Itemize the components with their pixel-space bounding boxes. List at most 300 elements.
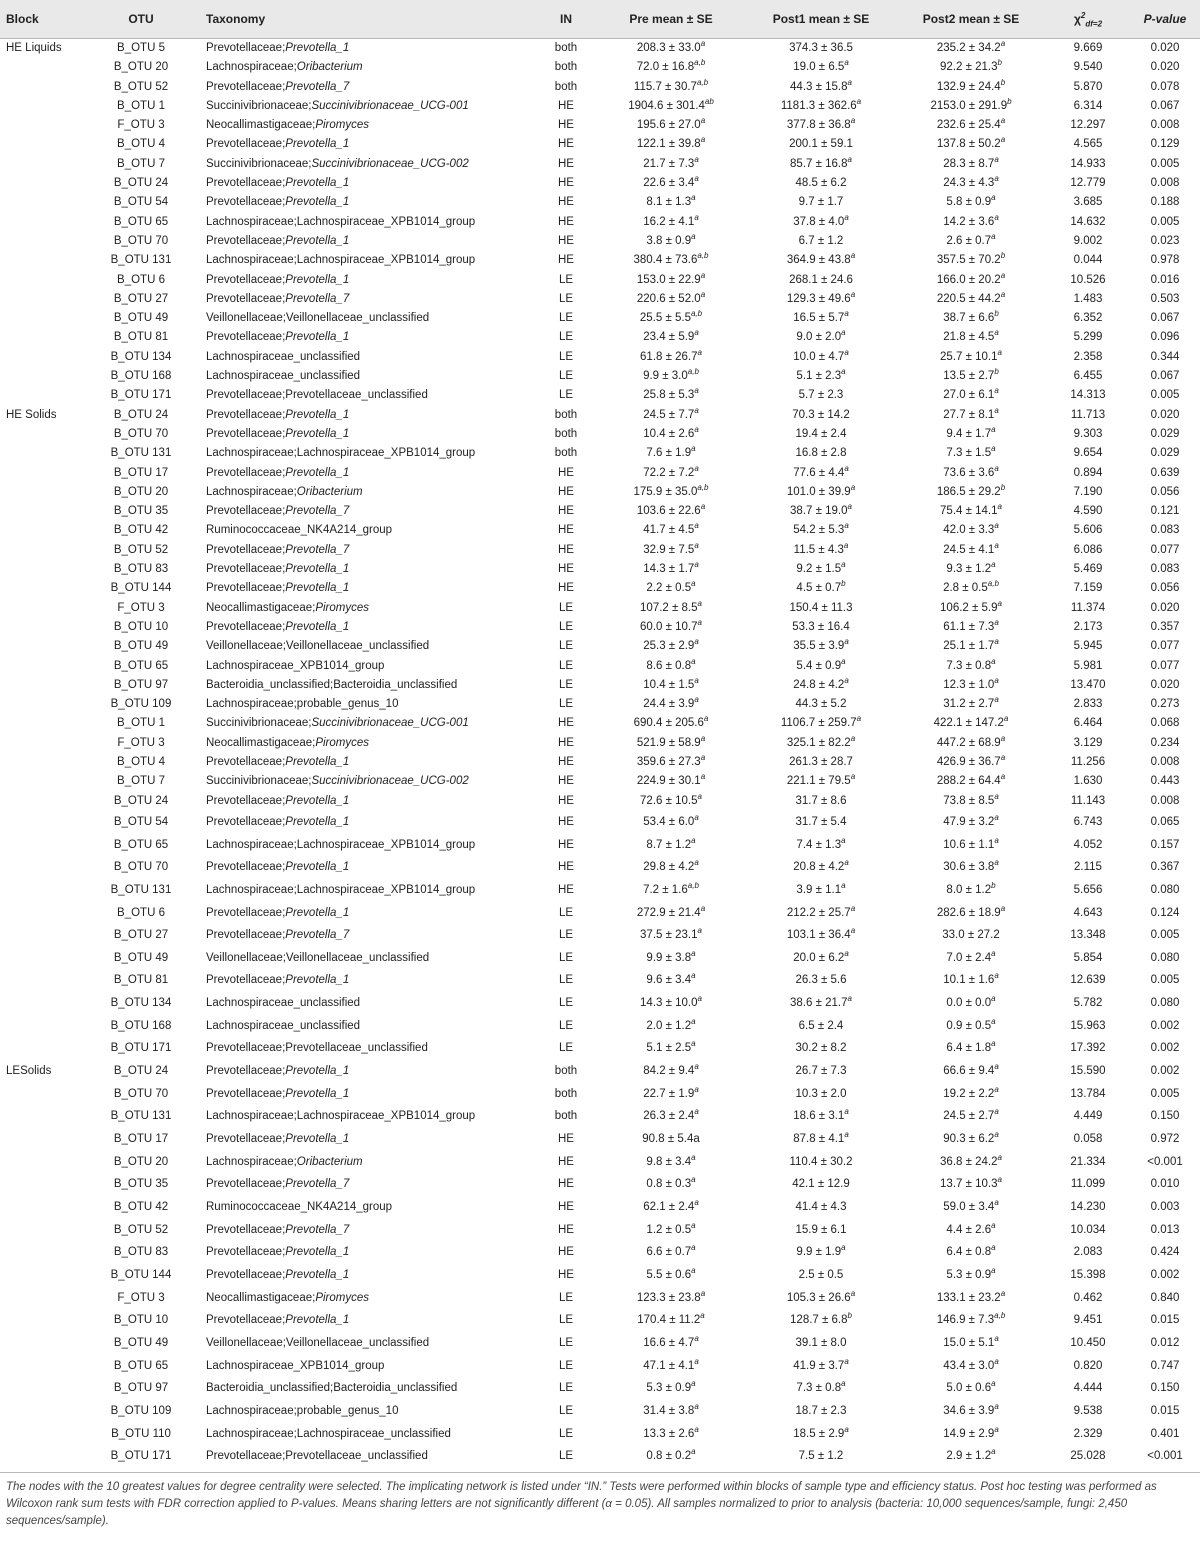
cell-in: LE	[558, 350, 574, 363]
cell-p-value: 0.188	[1150, 196, 1180, 209]
taxonomy-family: Prevotellaceae;	[206, 408, 286, 421]
cell-block	[0, 367, 86, 386]
significance-letter: a	[697, 994, 702, 1004]
taxonomy-genus: Prevotella_1	[285, 234, 350, 247]
cell-chi-square: 9.540	[1073, 61, 1103, 74]
taxonomy-family: Prevotellaceae;	[206, 929, 286, 942]
significance-letter: a	[691, 948, 696, 958]
cell-pre-mean: 0.8 ± 0.3$^a$	[646, 1175, 696, 1191]
taxonomy-family: Prevotellaceae;	[206, 794, 286, 807]
significance-letter: a	[694, 405, 699, 415]
cell-post1-mean: 5.7 ± 2.3	[798, 389, 844, 402]
cell-in: LE	[558, 1336, 574, 1349]
cell-post2-mean: 21.8 ± 4.5$^a$	[943, 328, 999, 344]
taxonomy-genus: Lachnospiraceae_unclassified	[296, 1427, 451, 1440]
cell-p-value: 0.067	[1150, 312, 1180, 325]
cell-pre-mean: 16.2 ± 4.1$^a$	[643, 212, 699, 228]
cell-in: LE	[558, 1314, 574, 1327]
cell-pre-mean: $25.5 \pm 5.5^{a,b}$	[639, 309, 703, 325]
taxonomy-family: Prevotellaceae;	[206, 1246, 286, 1259]
significance-letter: a	[700, 502, 706, 512]
cell-pre-mean: 14.3 ± 1.7$^a$	[643, 560, 699, 576]
cell-post1-mean: 18.6 ± 3.1$^a$	[793, 1107, 849, 1123]
chi-symbol: χ	[1073, 12, 1081, 26]
cell-post1-mean: 1106.7 ± 259.7$^a$	[780, 714, 862, 730]
cell-block	[0, 753, 86, 772]
cell-post1-mean: 85.7 ± 16.8$^a$	[790, 154, 852, 170]
cell-otu: B_OTU 20	[113, 61, 169, 74]
cell-post2-mean: 422.1 ± 147.2$^a$	[933, 714, 1009, 730]
cell-pre-mean: $72.0 \pm 16.8^{a,b}$	[636, 58, 706, 74]
cell-taxonomy	[196, 521, 536, 540]
cell-taxonomy	[196, 1355, 536, 1378]
cell-chi-square: 2.358	[1073, 350, 1103, 363]
cell-in: HE	[558, 1223, 574, 1236]
cell-pre-mean: 9.9 ± 3.8$^a$	[646, 948, 696, 964]
taxonomy-family: Prevotellaceae;	[206, 80, 286, 93]
taxonomy-genus: Veillonellaceae_unclassified	[285, 312, 430, 325]
taxonomy-genus: Succinivibrionaceae_UCG-002	[311, 775, 469, 788]
header-chi-square	[1046, 0, 1130, 39]
taxonomy-genus: Lachnospiraceae_unclassified	[206, 997, 361, 1010]
table-row	[0, 367, 1200, 386]
table-row	[0, 348, 1200, 367]
cell-taxonomy	[196, 271, 536, 290]
cell-post2-mean: 66.6 ± 9.4$^a$	[943, 1062, 999, 1078]
cell-block	[0, 618, 86, 637]
table-row	[0, 811, 1200, 834]
cell-pre-mean: 1904.6 ± 301.4$^{ab}$	[628, 97, 714, 112]
significance-letter: a	[1000, 1288, 1006, 1298]
significance-letter: a	[997, 347, 1002, 357]
cell-chi-square: 5.299	[1073, 331, 1103, 344]
significance-letter: a	[997, 1175, 1002, 1185]
cell-post2-mean: 232.6 ± 25.4$^a$	[936, 116, 1006, 132]
cell-otu: B_OTU 20	[113, 485, 169, 498]
cell-taxonomy	[196, 811, 536, 834]
taxonomy-genus: Bacteroidia_unclassified	[333, 1382, 458, 1395]
taxonomy-genus: Ruminococcaceae_NK4A214_group	[206, 1201, 393, 1214]
significance-letter: a	[850, 290, 856, 300]
cell-chi-square: 1.483	[1073, 292, 1103, 305]
table-row	[0, 772, 1200, 791]
cell-otu: F_OTU 3	[117, 601, 165, 614]
significance-letter: a	[694, 1107, 699, 1117]
significance-letter: a	[991, 1243, 996, 1253]
cell-post1-mean: 10.3 ± 2.0	[795, 1087, 847, 1100]
cell-otu: B_OTU 65	[113, 659, 169, 672]
cell-post2-mean: 92.2 ± 21.3$^b$	[940, 58, 1002, 74]
taxonomy-family: Succinivibrionaceae;	[206, 717, 312, 730]
taxonomy-family: Succinivibrionaceae;	[206, 157, 312, 170]
cell-p-value: 0.367	[1150, 861, 1180, 874]
significance-letter: b	[1000, 483, 1006, 492]
cell-post1-mean: 77.6 ± 4.4$^a$	[793, 463, 849, 479]
taxonomy-family: Prevotellaceae;	[206, 427, 286, 440]
significance-letter: a	[997, 502, 1002, 512]
table-row	[0, 1445, 1200, 1468]
header-taxonomy: Taxonomy	[196, 0, 536, 39]
cell-taxonomy	[196, 1105, 536, 1128]
cell-block	[0, 734, 86, 753]
cell-taxonomy	[196, 879, 536, 902]
cell-block	[0, 521, 86, 540]
significance-letter: a	[844, 521, 849, 531]
cell-taxonomy	[196, 155, 536, 174]
cell-pre-mean: 690.4 ± 205.6$^a$	[633, 714, 709, 730]
significance-letter: a	[991, 948, 996, 958]
cell-taxonomy	[196, 902, 536, 925]
taxonomy-genus: Oribacterium	[296, 485, 363, 498]
cell-post2-mean: 282.6 ± 18.9$^a$	[936, 903, 1006, 919]
taxonomy-family: Prevotellaceae;	[206, 582, 286, 595]
significance-letter: a	[994, 174, 999, 184]
cell-block	[0, 1264, 86, 1287]
cell-chi-square: 5.606	[1073, 524, 1103, 537]
cell-in: HE	[558, 99, 574, 112]
significance-letter: a	[856, 97, 862, 107]
cell-block	[0, 714, 86, 733]
significance-letter: a	[1000, 733, 1006, 743]
cell-block	[0, 328, 86, 347]
significance-letter: a	[844, 309, 849, 319]
cell-block	[0, 1105, 86, 1128]
significance-letter: b	[991, 881, 996, 891]
cell-block	[0, 271, 86, 290]
cell-p-value: <0.001	[1147, 1450, 1183, 1463]
cell-in: HE	[558, 717, 574, 730]
taxonomy-genus: Lachnospiraceae_XPB1014_group	[206, 659, 385, 672]
cell-in: HE	[558, 1155, 574, 1168]
table-footnote: The nodes with the 10 greatest values for degree centrality were selected. The implicating network is listed under “IN.” Tests were performed within blocks of sample type and efficiency status. Post hoc testing was performed as Wilcoxon rank sum tests with FDR correction applied to P-values. Means sharing letters are not significantly different (α = 0.05). All samples normalized to prior to analysis (bacteria: 10,000 sequences/sample, fungi: 2,450 sequences/sample).	[6, 1480, 1157, 1527]
significance-letter: a	[991, 1220, 996, 1230]
cell-taxonomy	[196, 734, 536, 753]
taxonomy-genus: Oribacterium	[296, 61, 363, 74]
cell-post1-mean: 212.2 ± 25.7$^a$	[786, 903, 856, 919]
table-row	[0, 444, 1200, 463]
cell-post1-mean: 7.5 ± 1.2	[798, 1450, 844, 1463]
cell-block	[0, 1332, 86, 1355]
significance-letter: a	[694, 1062, 699, 1072]
cell-block	[0, 1083, 86, 1106]
cell-block	[0, 695, 86, 714]
significance-letter: a	[841, 835, 846, 845]
table-row	[0, 618, 1200, 637]
table-row	[0, 1151, 1200, 1174]
cell-post2-mean: 137.8 ± 50.2$^a$	[936, 135, 1006, 151]
cell-post1-mean: 44.3 ± 15.8$^a$	[790, 77, 852, 93]
table-row	[0, 309, 1200, 328]
taxonomy-family: Bacteroidia_unclassified;	[206, 1382, 334, 1395]
cell-block	[0, 1355, 86, 1378]
significance-letter: a	[994, 1107, 999, 1117]
cell-p-value: 0.012	[1150, 1336, 1180, 1349]
cell-in: HE	[558, 466, 574, 479]
taxonomy-genus: Prevotella_1	[285, 974, 350, 987]
cell-pre-mean: 72.2 ± 7.2$^a$	[643, 463, 699, 479]
cell-in: LE	[558, 389, 574, 402]
cell-p-value: 0.005	[1150, 929, 1180, 942]
significance-letter: a	[1000, 270, 1006, 280]
cell-p-value: 0.150	[1150, 1110, 1180, 1123]
taxonomy-family: Neocallimastigaceae;	[206, 736, 316, 749]
cell-post2-mean: 5.0 ± 0.6$^a$	[946, 1379, 996, 1395]
significance-letter: a	[1000, 772, 1006, 782]
cell-post2-mean: $2.8 \pm 0.5^{a,b}$	[943, 579, 999, 595]
significance-letter: b	[997, 58, 1002, 68]
cell-taxonomy	[196, 1400, 536, 1423]
cell-in: LE	[558, 929, 574, 942]
significance-letter: a,b	[687, 881, 699, 891]
cell-otu: B_OTU 83	[113, 563, 169, 576]
cell-block	[0, 1196, 86, 1219]
significance-letter: a,b	[987, 579, 999, 589]
cell-post1-mean: 37.8 ± 4.0$^a$	[793, 212, 849, 228]
cell-otu: B_OTU 10	[113, 1314, 169, 1327]
cell-in: LE	[558, 1291, 574, 1304]
table-body	[0, 39, 1200, 1468]
cell-post2-mean: 0.9 ± 0.5$^a$	[946, 1016, 996, 1032]
header-otu: OTU	[86, 0, 196, 39]
cell-taxonomy	[196, 174, 536, 193]
cell-post1-mean: 9.9 ± 1.9$^a$	[796, 1243, 846, 1259]
significance-letter: a	[850, 1288, 856, 1298]
cell-chi-square: 11.374	[1070, 601, 1106, 614]
cell-post2-mean: 220.5 ± 44.2$^a$	[936, 290, 1006, 305]
cell-post1-mean: 39.1 ± 8.0	[795, 1336, 847, 1349]
taxonomy-family: Lachnospiraceae;	[206, 254, 297, 267]
cell-taxonomy	[196, 1377, 536, 1400]
cell-p-value: 0.056	[1150, 582, 1180, 595]
cell-otu: B_OTU 42	[113, 1201, 169, 1214]
significance-letter: a	[994, 858, 999, 868]
cell-post1-mean: 16.5 ± 5.7$^a$	[793, 309, 849, 325]
cell-chi-square: 15.398	[1070, 1269, 1106, 1281]
taxonomy-family: Lachnospiraceae;	[206, 447, 297, 460]
significance-letter: a	[700, 1311, 705, 1321]
cell-chi-square: 4.590	[1073, 505, 1103, 518]
cell-block	[0, 879, 86, 902]
table-row	[0, 734, 1200, 753]
significance-letter: a	[694, 463, 699, 473]
significance-letter: a	[850, 483, 856, 492]
cell-post1-mean: 44.3 ± 5.2	[795, 698, 847, 711]
cell-otu: B_OTU 6	[117, 906, 165, 919]
cell-in: LE	[558, 1382, 574, 1395]
table-row	[0, 1128, 1200, 1151]
cell-taxonomy	[196, 714, 536, 733]
cell-taxonomy	[196, 657, 536, 676]
significance-letter: a	[691, 1039, 696, 1049]
table-row	[0, 947, 1200, 970]
cell-p-value: 0.020	[1150, 408, 1180, 421]
header-post1-mean: Post1 mean ± SE	[746, 0, 896, 39]
cell-block	[0, 251, 86, 270]
cell-block	[0, 792, 86, 811]
cell-block	[0, 811, 86, 834]
cell-block	[0, 637, 86, 656]
cell-post2-mean: 9.4 ± 1.7$^a$	[946, 425, 996, 440]
cell-otu: B_OTU 81	[113, 331, 169, 344]
cell-post2-mean: 4.4 ± 2.6$^a$	[946, 1220, 996, 1236]
cell-otu: B_OTU 65	[113, 838, 169, 851]
cell-post1-mean: 6.5 ± 2.4	[798, 1019, 844, 1032]
cell-taxonomy	[196, 97, 536, 116]
taxonomy-genus: Prevotella_1	[285, 906, 350, 919]
cell-pre-mean: 153.0 ± 22.9$^a$	[636, 270, 706, 286]
cell-taxonomy	[196, 695, 536, 714]
cell-otu: B_OTU 131	[110, 254, 172, 267]
cell-in: LE	[558, 951, 574, 964]
cell-post2-mean: 15.0 ± 5.1$^a$	[943, 1334, 999, 1349]
cell-taxonomy	[196, 969, 536, 992]
table-row	[0, 1083, 1200, 1106]
table-row	[0, 78, 1200, 97]
significance-letter: a	[694, 813, 699, 823]
cell-block	[0, 348, 86, 367]
cell-taxonomy	[196, 309, 536, 328]
significance-letter: a	[697, 791, 702, 801]
cell-post2-mean: 6.4 ± 0.8$^a$	[946, 1243, 996, 1259]
taxonomy-genus: Prevotella_1	[285, 815, 350, 828]
cell-block	[0, 483, 86, 502]
significance-letter: ab	[704, 97, 714, 107]
header-pre-mean: Pre mean ± SE	[596, 0, 746, 39]
cell-in: both	[554, 61, 578, 74]
significance-letter: a	[991, 1016, 996, 1026]
taxonomy-family: Lachnospiraceae;	[206, 215, 297, 228]
cell-post1-mean: 1181.3 ± 362.6$^a$	[780, 97, 862, 112]
table-row	[0, 676, 1200, 695]
taxonomy-family: Prevotellaceae;	[206, 505, 286, 518]
significance-letter: a	[691, 193, 696, 203]
cell-post1-mean: 38.6 ± 21.7$^a$	[790, 994, 852, 1010]
cell-post2-mean: 132.9 ± 24.4$^b$	[936, 77, 1006, 93]
cell-chi-square: 13.784	[1070, 1087, 1106, 1100]
cell-in: HE	[558, 196, 574, 209]
taxonomy-family: Prevotellaceae;	[206, 620, 286, 633]
cell-in: both	[554, 1087, 578, 1100]
cell-block	[0, 1219, 86, 1242]
cell-in: HE	[558, 215, 574, 228]
significance-letter: a	[841, 1243, 846, 1253]
cell-in: HE	[558, 505, 574, 518]
table-row	[0, 1287, 1200, 1310]
significance-letter: a	[994, 1130, 999, 1140]
table-row	[0, 251, 1200, 270]
significance-letter: a	[700, 733, 706, 743]
cell-pre-mean: 8.6 ± 0.8$^a$	[646, 656, 696, 672]
cell-otu: B_OTU 134	[110, 350, 172, 363]
cell-block	[0, 947, 86, 970]
significance-letter: b	[1000, 251, 1006, 261]
cell-p-value: 0.357	[1150, 620, 1180, 633]
cell-taxonomy	[196, 676, 536, 695]
cell-in: both	[554, 1110, 578, 1123]
cell-p-value: 0.015	[1150, 1314, 1180, 1327]
cell-taxonomy	[196, 1037, 536, 1060]
cell-taxonomy	[196, 1264, 536, 1287]
cell-taxonomy	[196, 856, 536, 879]
taxonomy-genus: Prevotella_1	[285, 1246, 350, 1259]
significance-letter: a	[1000, 903, 1006, 913]
cell-chi-square: 9.002	[1073, 234, 1103, 247]
cell-p-value: 0.020	[1150, 678, 1180, 691]
taxonomy-family: Veillonellaceae;	[206, 1336, 286, 1349]
cell-chi-square: 0.044	[1073, 254, 1103, 267]
cell-p-value: 0.005	[1150, 974, 1180, 987]
table-row	[0, 135, 1200, 154]
cell-pre-mean: 25.8 ± 5.3$^a$	[643, 386, 699, 402]
cell-otu: B_OTU 131	[110, 447, 172, 460]
cell-chi-square: 2.173	[1073, 620, 1103, 633]
cell-pre-mean: 62.1 ± 2.4$^a$	[643, 1198, 699, 1214]
significance-letter: a	[1000, 116, 1006, 126]
cell-pre-mean: 22.7 ± 1.9$^a$	[643, 1084, 699, 1100]
taxonomy-family: Lachnospiraceae;	[206, 883, 297, 896]
significance-letter: a	[694, 637, 699, 647]
cell-chi-square: 7.190	[1073, 485, 1103, 498]
significance-letter: a	[994, 521, 999, 531]
cell-post2-mean: $146.9 \pm 7.3^{a,b}$	[936, 1311, 1006, 1327]
cell-in: HE	[558, 138, 574, 151]
cell-chi-square: 3.685	[1073, 196, 1103, 209]
significance-letter: a	[847, 994, 852, 1004]
cell-p-value: 0.010	[1150, 1178, 1180, 1191]
taxonomy-genus: Prevotella_7	[285, 543, 350, 556]
cell-block	[0, 1015, 86, 1038]
significance-letter: a	[841, 881, 846, 891]
taxonomy-family: Succinivibrionaceae;	[206, 99, 312, 112]
cell-otu: B_OTU 54	[113, 196, 169, 209]
cell-taxonomy	[196, 39, 536, 59]
table-row	[0, 1355, 1200, 1378]
cell-pre-mean: 53.4 ± 6.0$^a$	[643, 813, 699, 828]
taxonomy-family: Neocallimastigaceae;	[206, 601, 316, 614]
taxonomy-genus: Lachnospiraceae_XPB1014_group	[296, 1110, 476, 1123]
cell-p-value: 0.344	[1150, 350, 1180, 363]
cell-p-value: 0.002	[1150, 1065, 1180, 1078]
cell-in: LE	[558, 698, 574, 711]
significance-letter: a	[694, 386, 699, 396]
cell-taxonomy	[196, 772, 536, 791]
cell-post1-mean: 5.4 ± 0.9$^a$	[796, 656, 846, 672]
taxonomy-genus: probable_genus_10	[296, 698, 399, 711]
table-row	[0, 1241, 1200, 1264]
cell-chi-square: 15.963	[1070, 1019, 1106, 1032]
cell-block	[0, 1128, 86, 1151]
table-row	[0, 328, 1200, 347]
cell-otu: B_OTU 49	[113, 312, 169, 325]
cell-p-value: 0.401	[1150, 1427, 1180, 1440]
cell-taxonomy	[196, 579, 536, 598]
taxonomy-family: Prevotellaceae;	[206, 974, 286, 987]
taxonomy-family: Lachnospiraceae;	[206, 1427, 297, 1440]
cell-pre-mean: 26.3 ± 2.4$^a$	[643, 1107, 699, 1123]
cell-taxonomy	[196, 599, 536, 618]
cell-taxonomy	[196, 1151, 536, 1174]
cell-chi-square: 0.820	[1073, 1359, 1103, 1372]
cell-chi-square: 6.455	[1073, 370, 1103, 383]
taxonomy-genus: Piromyces	[315, 1291, 369, 1304]
significance-letter: a	[703, 714, 709, 724]
cell-in: HE	[558, 755, 574, 768]
significance-letter: a,b	[994, 1311, 1006, 1321]
cell-otu: B_OTU 144	[110, 582, 172, 595]
significance-letter: a	[1000, 39, 1006, 49]
cell-chi-square: 2.115	[1074, 861, 1102, 874]
cell-in: HE	[558, 254, 574, 267]
